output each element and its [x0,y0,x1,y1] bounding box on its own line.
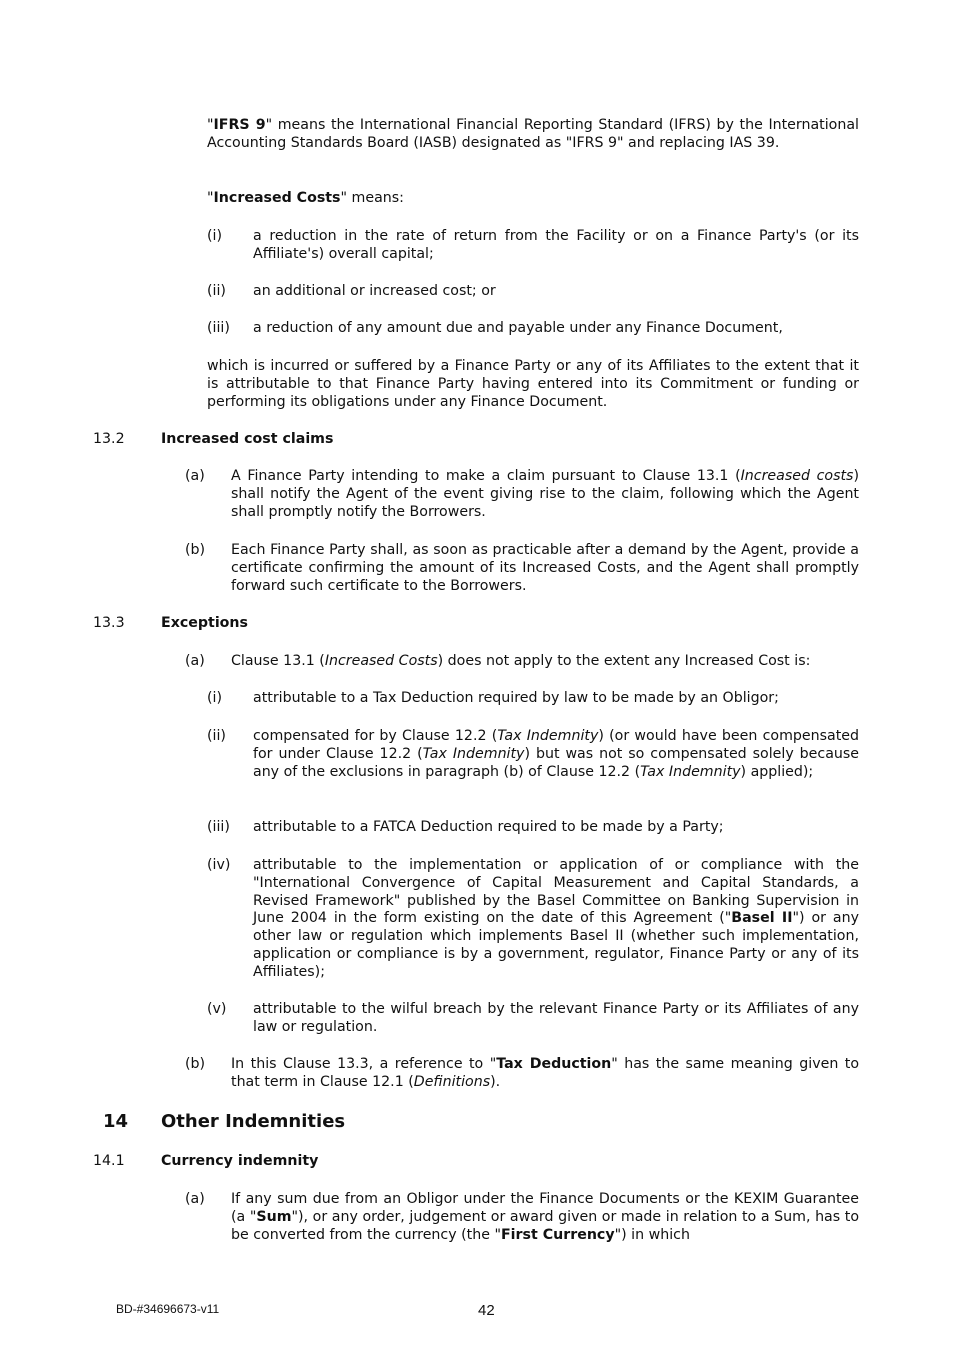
list-label: (v) [207,1001,227,1017]
paragraph-label: (a) [185,1191,205,1207]
list-item: attributable to a Tax Deduction required by law to be made by an Obligor; [253,690,779,706]
defined-term: Increased Costs [213,190,341,206]
list-item: compensated for by Clause 12.2 (Tax Indemnity) (or would have been compensated for under Clause 12.2 (Tax Indemnity) but was not so compensated solely because any of the exclusions in paragraph (b) of Clause 12.2 (Tax Indemnity) applied); [253,728,859,780]
list-label: (ii) [207,283,226,299]
list-label: (i) [207,690,223,706]
list-item: attributable to a FATCA Deduction required to be made by a Party; [253,819,724,835]
clause-heading: Exceptions [161,615,248,631]
list-label: (iii) [207,320,230,336]
clause-number: 13.3 [93,615,125,631]
defined-term: IFRS 9 [213,117,266,133]
clause-number: 13.2 [93,431,125,447]
clause-heading: Currency indemnity [161,1153,319,1169]
paragraph-label: (b) [185,1056,206,1072]
list-item: an additional or increased cost; or [253,283,496,299]
list-item: a reduction of any amount due and payable under any Finance Document, [253,320,783,336]
section-heading: Other Indemnities [161,1111,346,1132]
list-label: (iv) [207,857,231,873]
paragraph-label: (a) [185,468,205,484]
clause-heading: Increased cost claims [161,431,334,447]
document-id: BD-#34696673-v11 [116,1302,220,1316]
list-label: (iii) [207,819,230,835]
list-item: a reduction in the rate of return from the Facility or on a Finance Party's (or its Affiliate's) overall capital; [253,228,859,262]
definition-ifrs9: "IFRS 9" means the International Financial Reporting Standard (IFRS) by the International Accounting Standards Board (IASB) designated as "IFRS 9" and replacing IAS 39. [207,117,859,151]
paragraph: Clause 13.1 (Increased Costs) does not apply to the extent any Increased Cost is: [231,653,811,669]
section-number: 14 [103,1111,129,1132]
list-label: (i) [207,228,223,244]
definition-tail: which is incurred or suffered by a Finance Party or any of its Affiliates to the extent that it is attributable to that Finance Party having entered into its Commitment or funding or performing its obligations under any Finance Document. [207,358,859,410]
paragraph-label: (b) [185,542,206,558]
paragraph: A Finance Party intending to make a claim pursuant to Clause 13.1 (Increased costs) shall notify the Agent of the event giving rise to the claim, following which the Agent shall promptly notify the Borrowers. [231,468,859,520]
list-item: attributable to the implementation or application of or compliance with the "International Convergence of Capital Measurement and Capital Standards, a Revised Framework" published by the Basel Committee on Banking Supervision in June 2004 in the form existing on the date of this Agreement ("Basel II") or any other law or regulation which implements Basel II (whether such implementation, application or compliance is by a government, regulator, Finance Party or any of its Affiliates); [253,857,859,980]
list-label: (ii) [207,728,226,744]
page-number: 42 [478,1302,495,1319]
list-item: attributable to the wilful breach by the relevant Finance Party or its Affiliates of any law or regulation. [253,1001,859,1035]
definition-increased-costs: "Increased Costs" means: [207,190,404,206]
clause-number: 14.1 [93,1153,125,1169]
paragraph: If any sum due from an Obligor under the Finance Documents or the KEXIM Guarantee (a "Sum"), or any order, judgement or award given or made in relation to a Sum, has to be converted from the currency (the "First Currency") in which [231,1191,859,1243]
paragraph-label: (a) [185,653,205,669]
paragraph: In this Clause 13.3, a reference to "Tax Deduction" has the same meaning given to that term in Clause 12.1 (Definitions). [231,1056,860,1090]
paragraph: Each Finance Party shall, as soon as practicable after a demand by the Agent, provide a certificate confirming the amount of its Increased Costs, and the Agent shall promptly forward such certificate to the Borrowers. [231,542,859,594]
